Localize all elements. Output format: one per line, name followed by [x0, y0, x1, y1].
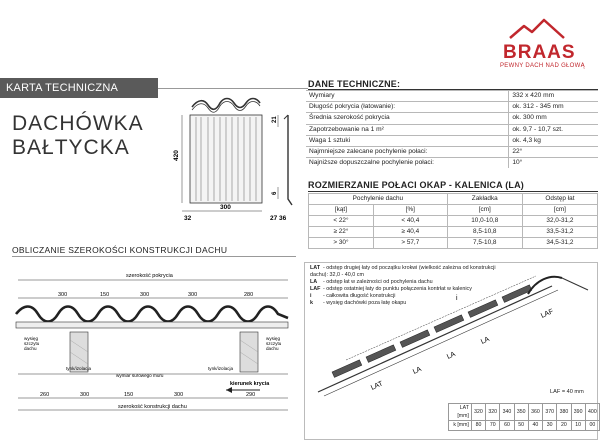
- lat-cell: 32,0-31,2: [522, 216, 597, 227]
- lat-cell: > 57,7: [373, 238, 447, 249]
- lat-unit-percent: [%]: [373, 205, 447, 216]
- tech-label: Waga 1 sztuki: [306, 135, 509, 146]
- table-row: [306, 135, 598, 146]
- tile-side-top-dim: 21: [272, 116, 278, 123]
- lat-value: 350: [514, 404, 528, 421]
- width-title-underline: [12, 256, 296, 257]
- legend-text: - wysięg dachówki poza łatę okapu: [323, 300, 407, 306]
- tech-value: 22°: [509, 146, 598, 157]
- tile-right-dims: 27 36: [270, 215, 287, 222]
- wall-left-label: tynk/izolacja: [66, 366, 92, 371]
- brand-tagline: PEWNY DACH NAD GŁOWĄ: [500, 63, 585, 69]
- bottom-dim: 290: [246, 392, 256, 398]
- lat-spacing-title: ROZMIERZANIE POŁACI OKAP - KALENICA (LA): [308, 180, 524, 190]
- tech-value: ok. 4,3 kg: [509, 135, 598, 146]
- legend-text: - odstęp łat w zależności od pochylenia dachu: [323, 279, 433, 285]
- roof-width-diagram: [8, 262, 300, 442]
- bottom-dim: 300: [80, 392, 90, 398]
- header-divider: [158, 88, 308, 89]
- lat-row-header: LAT [mm]: [449, 404, 472, 421]
- table-row: [306, 91, 598, 102]
- cover-direction-label: kierunek krycia: [230, 381, 270, 387]
- covering-width-label: szerokość pokrycia: [126, 273, 173, 279]
- lat-cell: 10,0-10,8: [447, 216, 522, 227]
- tech-value: 332 x 420 mm: [509, 91, 598, 102]
- tech-label: Najmniejsze zalecane pochylenie połaci:: [306, 146, 509, 157]
- table-row: [309, 216, 598, 227]
- tech-label: Średnia szerokość pokrycia: [306, 113, 509, 124]
- top-dim: 300: [58, 292, 68, 298]
- table-row: [309, 227, 598, 238]
- lat-cell: ≥ 40,4: [373, 227, 447, 238]
- k-value: 40: [528, 421, 542, 431]
- construction-width-label: szerokość konstrukcji dachu: [118, 404, 187, 410]
- laf-value: LAF = 40 mm: [550, 389, 584, 395]
- product-title-line1: DACHÓWKA: [12, 112, 144, 135]
- tile-width-dim: 300: [220, 204, 231, 211]
- width-section-title: OBLICZANIE SZEROKOŚCI KONSTRUKCJI DACHU: [12, 245, 228, 255]
- k-value: 80: [471, 421, 485, 431]
- roof-section-diagram: [306, 264, 596, 404]
- lat-head-spacing: Odstęp łat: [522, 194, 597, 205]
- brand-logo: BRAAS: [503, 42, 576, 63]
- legend-key: k: [310, 300, 313, 306]
- la-label-1: LA: [411, 365, 423, 376]
- direction-arrow-icon: [226, 387, 232, 393]
- k-value: 00: [585, 421, 599, 431]
- legend-key: LA: [310, 279, 318, 285]
- lat-cell: 7,5-10,8: [447, 238, 522, 249]
- table-row: [306, 146, 598, 157]
- k-value: 30: [543, 421, 557, 431]
- tile-height-dim: 420: [173, 150, 180, 161]
- laf-table: [448, 403, 600, 431]
- k-value: 60: [500, 421, 514, 431]
- lat-value: 340: [500, 404, 514, 421]
- right-overhang-label: wysięg szczytu dachu: [266, 336, 282, 351]
- top-dim: 300: [188, 292, 198, 298]
- legend-text: - całkowita długość konstrukcji: [323, 293, 396, 299]
- product-title: [12, 112, 144, 160]
- top-dim: 280: [244, 292, 254, 298]
- k-row-header: k [mm]: [449, 421, 472, 431]
- legend-key: i: [310, 293, 312, 299]
- k-value: 50: [514, 421, 528, 431]
- tech-value: ok. 300 mm: [509, 113, 598, 124]
- lat-unit-spacing: [cm]: [522, 205, 597, 216]
- tech-value: 10°: [509, 158, 598, 169]
- lat-cell: < 22°: [309, 216, 374, 227]
- legend-key: LAT: [310, 265, 321, 271]
- table-row: [306, 124, 598, 135]
- tile-side-bottom-dim: 6: [272, 191, 278, 195]
- lat-head-slope: Pochylenie dachu: [309, 194, 448, 205]
- tech-label: Najniższe dopuszczalne pochylenie połaci:: [306, 158, 509, 169]
- k-value: 10: [571, 421, 585, 431]
- lat-label: LAT: [369, 380, 385, 392]
- top-dim: 300: [140, 292, 150, 298]
- lat-value: 390: [571, 404, 585, 421]
- lat-title-underline: [308, 191, 598, 192]
- legend-key: LAF: [310, 286, 321, 292]
- i-label: i: [456, 295, 458, 302]
- lat-value: 370: [543, 404, 557, 421]
- lat-value: 360: [528, 404, 542, 421]
- lat-cell: 8,5-10,8: [447, 227, 522, 238]
- bottom-dim: 300: [174, 392, 184, 398]
- table-row: [449, 404, 600, 421]
- bottom-dim: 260: [40, 392, 50, 398]
- tech-data-title: DANE TECHNICZNE:: [308, 79, 401, 89]
- legend-text: - odstęp ostatniej łaty do punktu połączenia kontrłat w kalenicy: [323, 286, 472, 292]
- tech-data-table: [306, 90, 598, 168]
- left-overhang-label: wysięg szczytu dachu: [24, 336, 40, 351]
- lat-value: 320: [471, 404, 485, 421]
- bottom-dim: 150: [124, 392, 134, 398]
- tech-value: ok. 312 - 345 mm: [509, 102, 598, 113]
- tile-drawing: [160, 95, 300, 230]
- table-row: [309, 238, 598, 249]
- laf-label: LAF: [539, 308, 555, 320]
- tech-label: Wymiary: [306, 91, 509, 102]
- wall-mid-label: wymiar surowego muru: [116, 373, 164, 378]
- lat-cell: < 40,4: [373, 216, 447, 227]
- lat-value: 400: [585, 404, 599, 421]
- card-label: KARTA TECHNICZNA: [0, 78, 158, 98]
- la-label-2: LA: [445, 350, 457, 361]
- table-row: [306, 113, 598, 124]
- lat-unit-angle: [kąt]: [309, 205, 374, 216]
- lat-spacing-table: [308, 193, 598, 249]
- lat-value: 320: [486, 404, 500, 421]
- k-value: 70: [486, 421, 500, 431]
- table-row: [306, 102, 598, 113]
- tile-left-margin-dim: 32: [184, 215, 192, 222]
- braas-roof-logo-icon: [508, 18, 568, 42]
- table-row: [306, 158, 598, 169]
- tech-value: ok. 9,7 - 10,7 szt.: [509, 124, 598, 135]
- product-title-line2: BAŁTYCKA: [12, 136, 130, 159]
- lat-value: 380: [557, 404, 571, 421]
- legend-text: - odstęp drugiej łaty od początku krokwi (wielkość zależna od konstrukcji dachu): 32,0 - 40,0 cm: [310, 265, 496, 278]
- table-row: [449, 421, 600, 431]
- lat-cell: ≥ 22°: [309, 227, 374, 238]
- tech-label: Długość pokrycia (łatowanie):: [306, 102, 509, 113]
- wall-right-label: tynk/izolacja: [208, 366, 234, 371]
- lat-unit-overlap: [cm]: [447, 205, 522, 216]
- top-dim: 150: [100, 292, 110, 298]
- la-label-3: LA: [479, 335, 491, 346]
- lat-head-overlap: Zakładka: [447, 194, 522, 205]
- lat-cell: 34,5-31,2: [522, 238, 597, 249]
- tech-label: Zapotrzebowanie na 1 m²: [306, 124, 509, 135]
- k-value: 20: [557, 421, 571, 431]
- lat-cell: 33,5-31,2: [522, 227, 597, 238]
- lat-cell: > 30°: [309, 238, 374, 249]
